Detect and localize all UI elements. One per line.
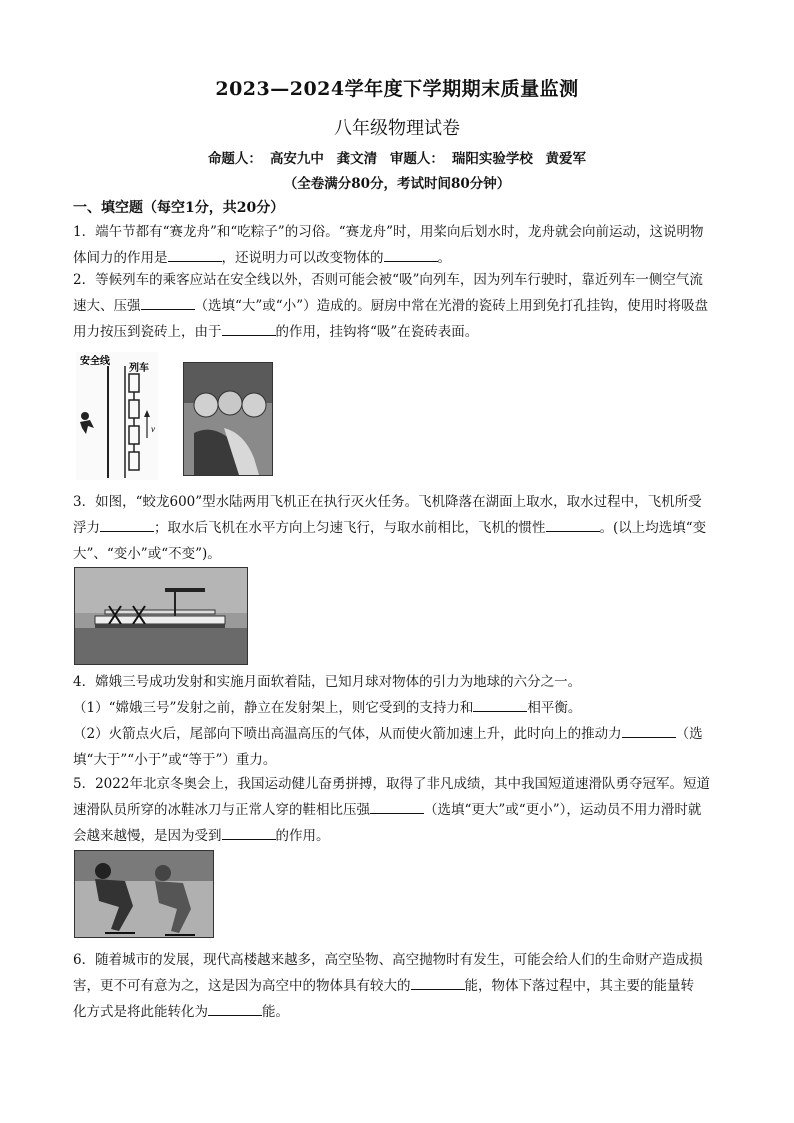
- question-4: [73, 669, 723, 773]
- answer-blank[interactable]: [473, 697, 527, 712]
- q3-line1: 3．如图，“蛟龙600”型水陆两用飞机正在执行灭火任务。飞机降落在湖面上取水，取水过程中，飞机所受: [73, 494, 702, 510]
- q6-line3: [73, 999, 723, 1025]
- q3-line2: [73, 515, 723, 541]
- q4-text: （2）火箭点火后，尾部向下喷出高温高压的气体，从而使火箭加速上升，此时向上的推动力: [73, 726, 622, 742]
- q2-text: （选填“大”或“小”）造成的。厨房中常在光滑的瓷砖上用到免打孔挂钩，使用时将吸盘: [194, 298, 709, 314]
- amphibious-plane-photo: [74, 567, 248, 665]
- question-3: [73, 489, 723, 567]
- q1-text: ，还说明力可以改变物体的: [221, 250, 384, 266]
- authors-line: [0, 147, 794, 167]
- answer-blank[interactable]: [546, 517, 600, 532]
- question-1: [73, 219, 723, 271]
- setter-name: 龚文清: [336, 151, 378, 167]
- q4-line3: [73, 721, 723, 747]
- q3-text: ；取水后飞机在水平方向上匀速飞行，与取水前相比，飞机的惯性: [154, 520, 546, 536]
- q4-text: （1）“嫦娥三号”发射之前，静立在发射架上，则它受到的支持力和: [73, 700, 474, 716]
- q5-text: 会越来越慢，是因为受到: [73, 828, 222, 844]
- q3-line3: 大”、“变小”或“不变”)。: [73, 546, 221, 562]
- section-heading: 一、填空题（每空1分，共20分）: [73, 200, 285, 216]
- question-6: [73, 947, 723, 1025]
- q6-text: 能。: [262, 1004, 289, 1020]
- answer-blank[interactable]: [370, 799, 424, 814]
- safety-line-diagram: [76, 352, 158, 480]
- q2-line1: 2．等候列车的乘客应站在安全线以外，否则可能会被“吸”向列车，因为列车行驶时，靠近列车一侧空气流: [73, 272, 703, 288]
- q2-line2: [73, 293, 723, 319]
- q2-text: 的作用，挂钩将“吸”在瓷砖表面。: [275, 324, 479, 340]
- q1-line1: 1．端午节都有“赛龙舟”和“吃粽子”的习俗。“赛龙舟”时，用桨向后划水时，龙舟就会向前运动，这说明物: [73, 224, 704, 240]
- q4-line2: [73, 695, 723, 721]
- train-label: 列车: [129, 363, 149, 374]
- q4-text: 相平衡。: [527, 700, 582, 716]
- q5-text: 速滑队员所穿的冰鞋冰刀与正常人穿的鞋相比压强: [73, 802, 370, 818]
- plane-illustration: [75, 568, 247, 664]
- q1-text: 。: [437, 250, 451, 266]
- answer-blank[interactable]: [168, 247, 222, 262]
- answer-blank[interactable]: [384, 247, 438, 262]
- q4-line4: 填“大于”“小于”或“等于”）重力。: [73, 752, 277, 768]
- q6-text: 害，更不可有意为之，这是因为高空中的物体具有较大的: [73, 978, 411, 994]
- answer-blank[interactable]: [411, 975, 465, 990]
- answer-blank[interactable]: [141, 295, 195, 310]
- setter-school: 高安九中: [269, 151, 324, 167]
- velocity-label: v: [151, 424, 155, 434]
- q4-line1: 4．嫦娥三号成功发射和实施月面软着陆，已知月球对物体的引力为地球的六分之一。: [73, 674, 582, 690]
- reviewer-name: 黄爱军: [545, 151, 587, 167]
- q4-text: （选: [675, 726, 703, 742]
- q5-line3: [73, 823, 723, 849]
- answer-blank[interactable]: [222, 825, 276, 840]
- q6-text: 能，物体下落过程中，其主要的能量转: [464, 978, 694, 994]
- suction-hook-photo: [183, 362, 273, 476]
- reviewer-school: 瑞阳实验学校: [451, 151, 533, 167]
- safety-line-label: 安全线: [80, 356, 110, 367]
- answer-blank[interactable]: [208, 1001, 262, 1016]
- skaters-illustration: [75, 851, 213, 937]
- q2-text: 用力按压到瓷砖上，由于: [73, 324, 222, 340]
- q1-text: 体间力的作用是: [73, 250, 168, 266]
- question-2: [73, 267, 723, 345]
- exam-title: 2023—2024学年度下学期期末质量监测: [215, 78, 579, 100]
- suction-hook-illustration: [184, 363, 272, 475]
- q5-text: 的作用。: [275, 828, 330, 844]
- answer-blank[interactable]: [222, 321, 276, 336]
- exam-subtitle: 八年级物理试卷: [334, 118, 460, 139]
- q5-text: （选填“更大”或“更小”），运动员不用力滑时就: [424, 802, 702, 818]
- speed-skaters-photo: [74, 850, 214, 938]
- question-5: [73, 771, 723, 849]
- q6-text: 化方式是将此能转化为: [73, 1004, 208, 1020]
- setter-label: 命题人：: [207, 151, 262, 167]
- q6-line1: 6．随着城市的发展，现代高楼越来越多，高空坠物、高空抛物时有发生，可能会给人们的生命财产造成损: [73, 952, 703, 968]
- q3-text: 。(以上均选填“变: [599, 520, 707, 536]
- q5-line2: [73, 797, 723, 823]
- q2-text: 速大、压强: [73, 298, 141, 314]
- answer-blank[interactable]: [622, 723, 676, 738]
- q5-line1: 5．2022年北京冬奥会上，我国运动健儿奋勇拼搏，取得了非凡成绩，其中我国短道速滑队勇夺冠军。短道: [73, 776, 710, 792]
- q6-line2: [73, 973, 723, 999]
- reviewer-label: 审题人：: [389, 151, 444, 167]
- q3-text: 浮力: [73, 520, 100, 536]
- q2-line3: [73, 319, 723, 345]
- total-info: （全卷满分80分，考试时间80分钟）: [283, 176, 511, 192]
- answer-blank[interactable]: [100, 517, 154, 532]
